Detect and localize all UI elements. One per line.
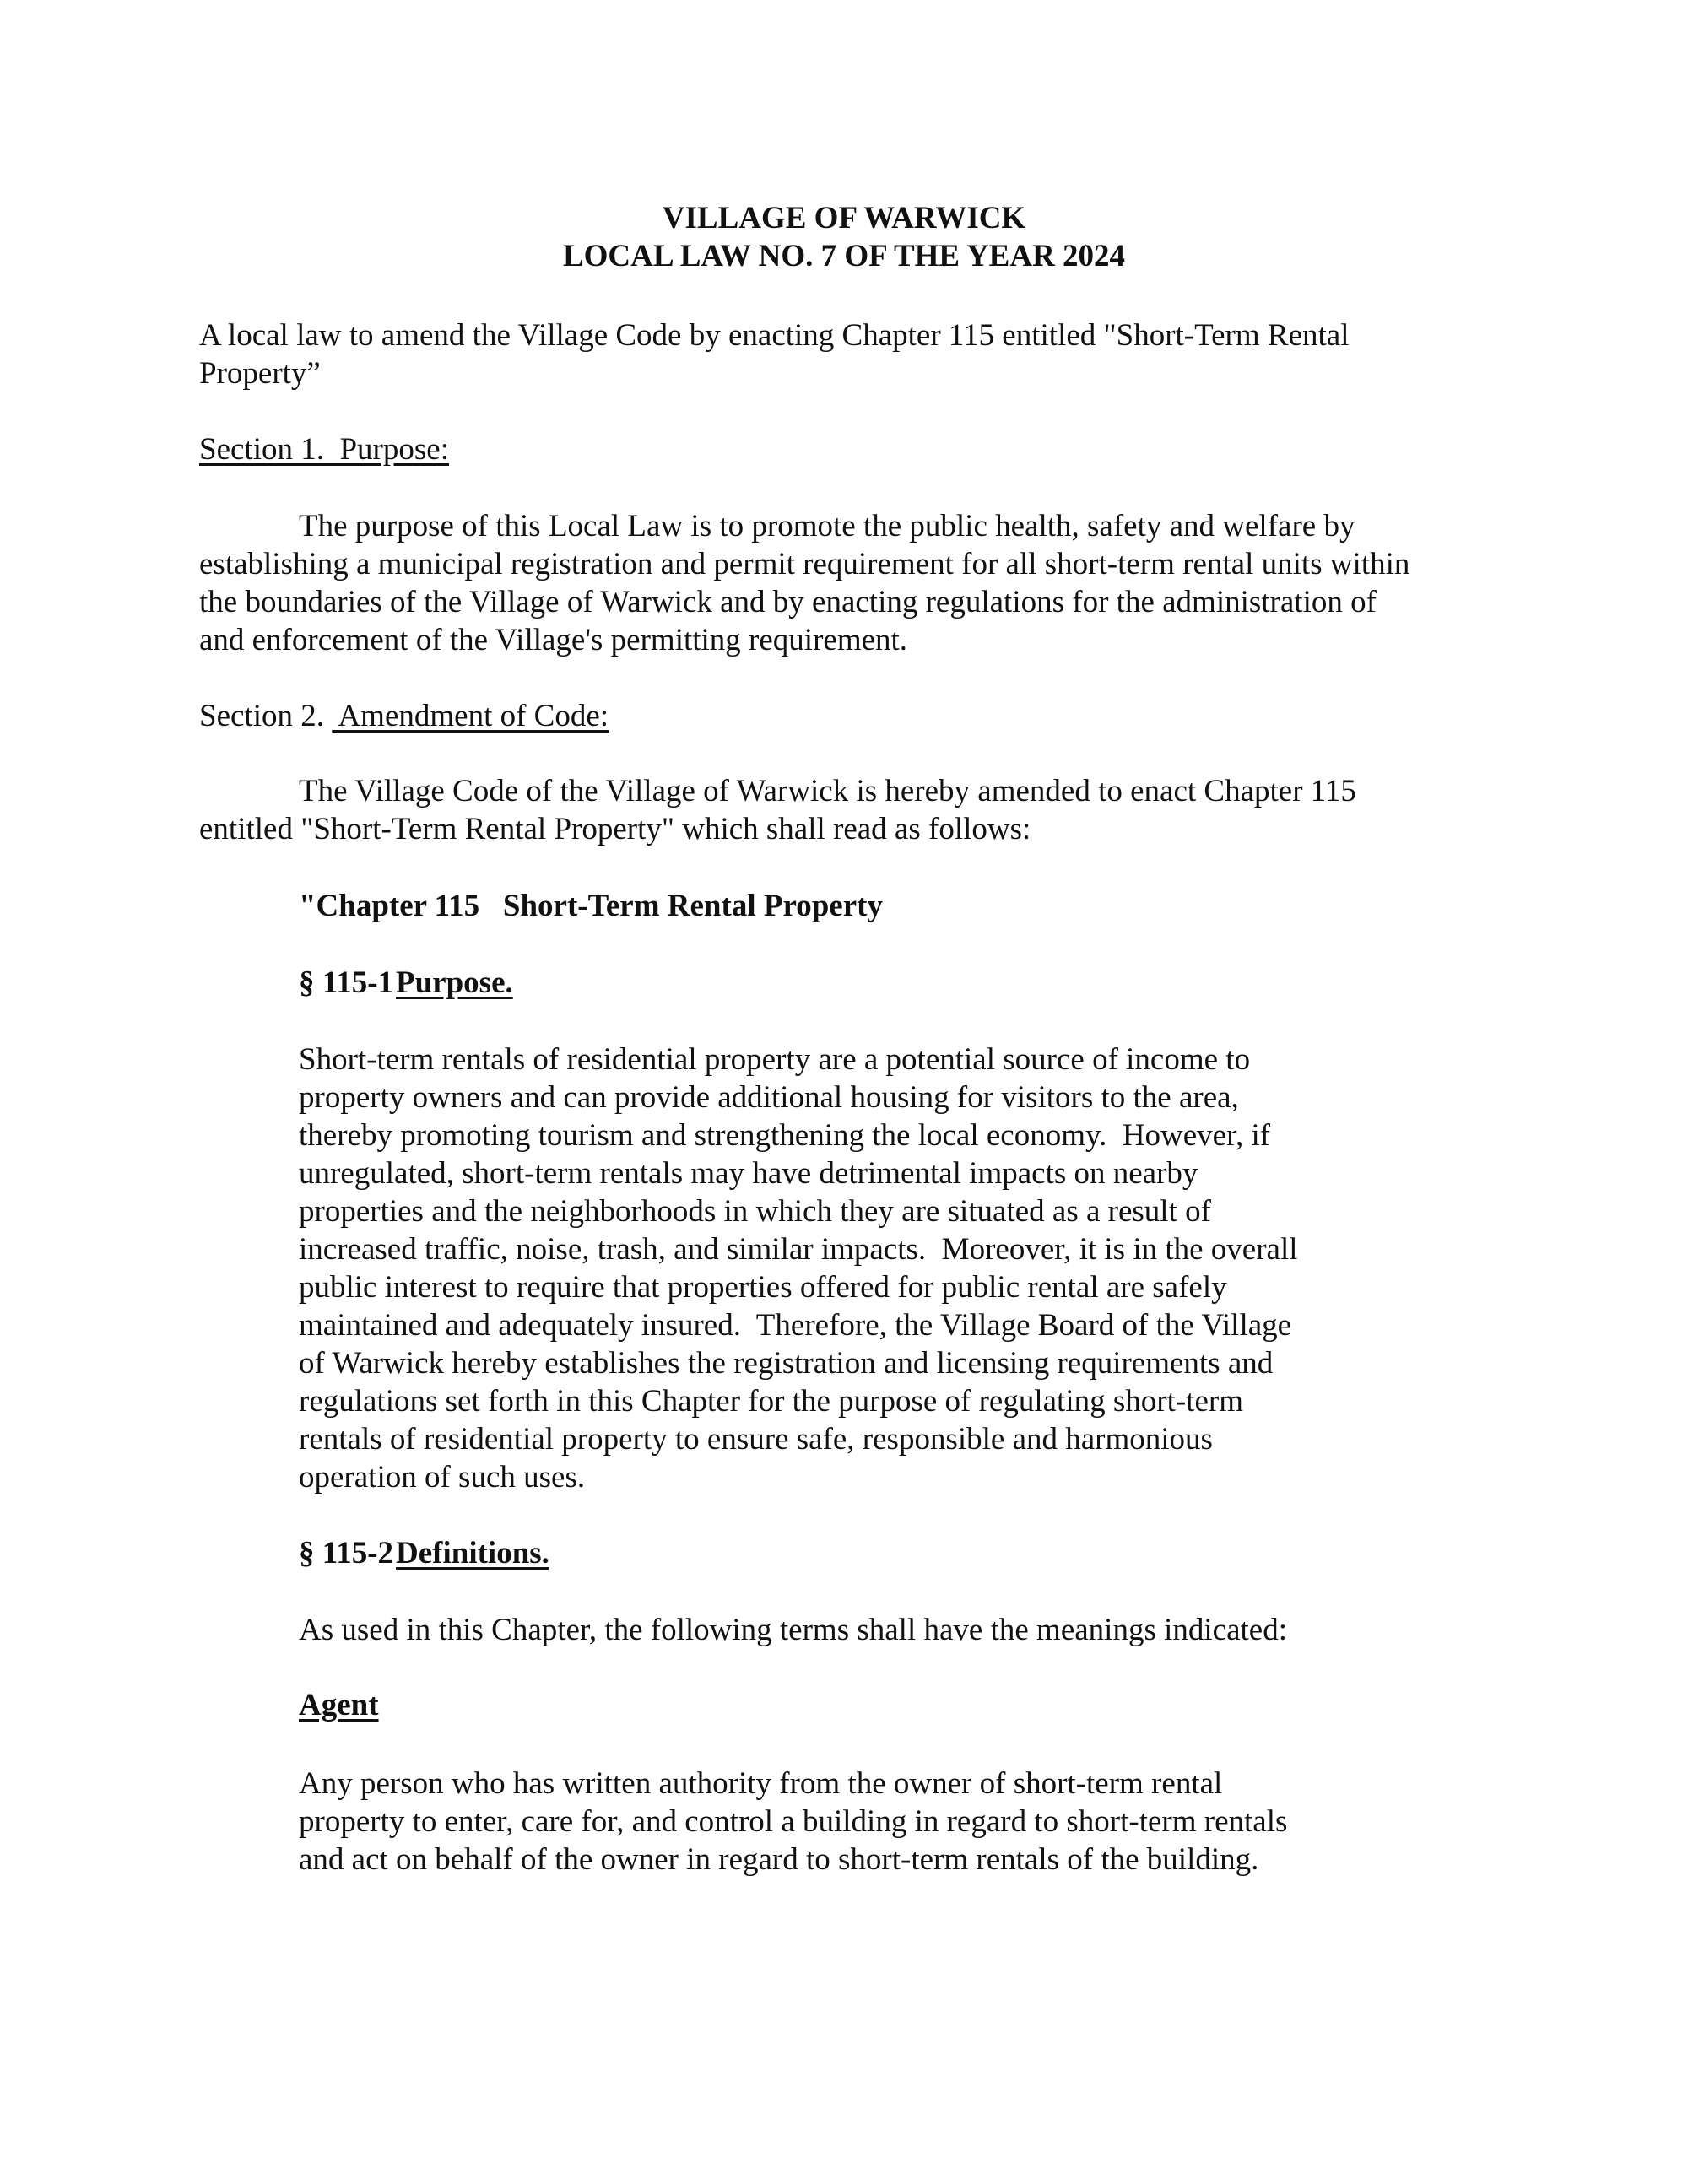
text-line: The purpose of this Local Law is to promote the public health, safety and welfare by bbox=[299, 509, 1355, 543]
definition-term-agent: Agent bbox=[299, 1688, 379, 1722]
text-line: operation of such uses. bbox=[299, 1460, 586, 1495]
section-115-1-paragraph bbox=[299, 1041, 1298, 1496]
text-line: Property” bbox=[199, 356, 321, 391]
text-line: The Village Code of the Village of Warwick is hereby amended to enact Chapter 115 bbox=[299, 774, 1356, 808]
intro-paragraph bbox=[199, 316, 1350, 392]
section-1-paragraph bbox=[199, 507, 1409, 659]
text-line: A local law to amend the Village Code by enacting Chapter 115 entitled "Short-Term Rental bbox=[199, 318, 1350, 353]
text-line: regulations set forth in this Chapter for the purpose of regulating short-term bbox=[299, 1384, 1243, 1419]
text-line: Short-term rentals of residential property are a potential source of income to bbox=[299, 1042, 1251, 1077]
text-line: establishing a municipal registration and permit requirement for all short-term rental units within bbox=[199, 547, 1410, 581]
section-115-2-heading: § 115-2Definitions. bbox=[299, 1536, 549, 1570]
definitions-intro: As used in this Chapter, the following terms shall have the meanings indicated: bbox=[299, 1613, 1287, 1647]
title-line-2: LOCAL LAW NO. 7 OF THE YEAR 2024 bbox=[562, 239, 1126, 273]
text-line: properties and the neighborhoods in which they are situated as a result of bbox=[299, 1194, 1211, 1229]
text-line: public interest to require that properties offered for public rental are safely bbox=[299, 1270, 1227, 1305]
text-line: thereby promoting tourism and strengthening the local economy. However, if bbox=[299, 1118, 1271, 1153]
text-line: property owners and can provide additional housing for visitors to the area, bbox=[299, 1080, 1239, 1115]
text-line: rentals of residential property to ensure safe, responsible and harmonious bbox=[299, 1422, 1213, 1457]
chapter-title: "Chapter 115 Short-Term Rental Property bbox=[299, 889, 883, 923]
definition-agent-text bbox=[299, 1765, 1287, 1879]
text-line: property to enter, care for, and control a building in regard to short-term rentals bbox=[299, 1804, 1288, 1839]
text-line: unregulated, short-term rentals may have detrimental impacts on nearby bbox=[299, 1156, 1198, 1191]
text-line: of Warwick hereby establishes the registration and licensing requirements and bbox=[299, 1346, 1274, 1381]
section-2-heading: Section 2. Amendment of Code: bbox=[199, 699, 609, 733]
title-line-1: VILLAGE OF WARWICK bbox=[662, 201, 1026, 235]
text-line: the boundaries of the Village of Warwick and by enacting regulations for the administration of bbox=[199, 585, 1377, 619]
section-115-1-heading: § 115-1Purpose. bbox=[299, 965, 513, 1000]
text-line: entitled "Short-Term Rental Property" which shall read as follows: bbox=[199, 812, 1031, 846]
section-1-heading: Section 1. Purpose: bbox=[199, 432, 449, 467]
text-line: increased traffic, noise, trash, and similar impacts. Moreover, it is in the overall bbox=[299, 1232, 1298, 1267]
text-line: and act on behalf of the owner in regard to short-term rentals of the building. bbox=[299, 1842, 1259, 1877]
text-line: Any person who has written authority from the owner of short-term rental bbox=[299, 1766, 1223, 1801]
text-line: and enforcement of the Village's permitting requirement. bbox=[199, 623, 908, 657]
text-line: maintained and adequately insured. Therefore, the Village Board of the Village bbox=[299, 1308, 1292, 1343]
section-2-paragraph bbox=[199, 772, 1356, 848]
document-title bbox=[0, 199, 1688, 275]
